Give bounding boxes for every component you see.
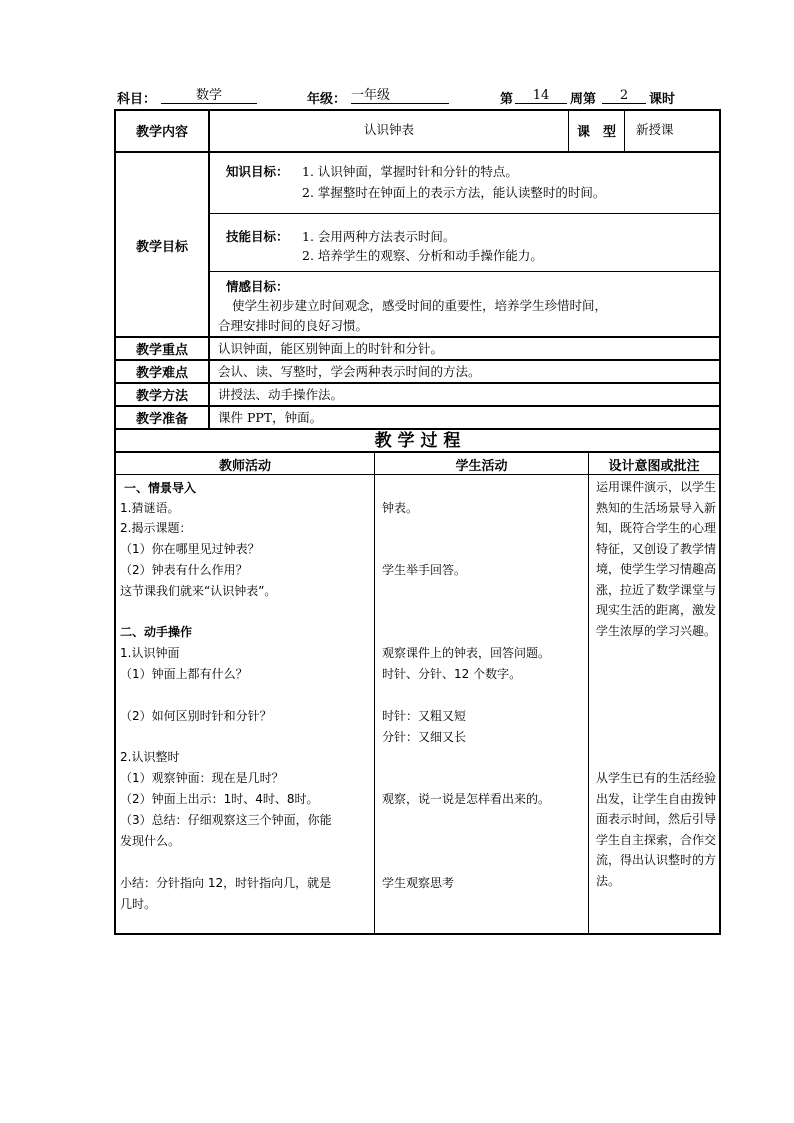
student-line: 学生观察思考: [382, 876, 455, 890]
knowledge-goal-2: 2. 掌握整时在钟面上的表示方法，能认读整时的时间。: [302, 185, 606, 200]
student-line: 观察课件上的钟表，回答问题。: [382, 646, 551, 660]
process-title: 教 学 过 程: [374, 431, 461, 451]
week-mid: 周第: [570, 92, 597, 107]
design-note-2: 从学生已有的生活经验出发，让学生自由拨钟面表示时间，然后引导学生自主探索，合作交流，得出认识整时的方法。: [596, 771, 717, 888]
grade-label: 年级：: [307, 92, 347, 107]
teacher-line: （2）如何区别时针和分针？: [120, 709, 272, 723]
design-column-header: 设计意图或批注: [608, 459, 700, 474]
document-header: [117, 88, 717, 106]
teacher-line: 1.猜谜语。: [120, 501, 180, 515]
skill-goal-2: 2. 培养学生的观察、分析和动手操作能力。: [302, 248, 543, 263]
teacher-line: 几时。: [120, 897, 157, 911]
teacher-line: 这节课我们就来“认识钟表”。: [120, 584, 277, 598]
section-1-title: 一、情景导入: [124, 481, 197, 495]
lesson-type-value: 新授课: [636, 122, 674, 137]
lesson-type-label: 课 型: [576, 125, 616, 140]
knowledge-goal-title: 知识目标：: [226, 164, 289, 179]
week-value: 14: [515, 88, 567, 104]
teacher-line: 1.认识钟面: [120, 646, 180, 660]
grade-value: 一年级: [351, 88, 449, 104]
skill-goal-1: 1. 会用两种方法表示时间。: [302, 229, 456, 244]
lesson-value: 2: [602, 88, 646, 104]
emotion-goal-2: 合理安排时间的良好习惯。: [218, 318, 369, 333]
difficulty-value: 会认、读、写整时，学会两种表示时间的方法。: [218, 364, 481, 379]
key-point-label: 教学重点: [135, 343, 188, 358]
student-line: 观察，说一说是怎样看出来的。: [382, 792, 551, 806]
knowledge-goal-1: 1. 认识钟面，掌握时针和分针的特点。: [302, 164, 518, 179]
subject-label: 科目：: [117, 92, 157, 107]
week-prefix: 第: [500, 92, 514, 107]
design-note-1: 运用课件演示，以学生熟知的生活场景导入新知，既符合学生的心理特征，又创设了教学情境，使学生学习情趣高涨，拉近了数学课堂与现实生活的距离，激发学生浓厚的学习兴趣。: [596, 480, 717, 638]
key-point-value: 认识钟面，能区别钟面上的时针和分针。: [218, 341, 444, 356]
subject-value: 数学: [161, 88, 257, 104]
teacher-line: （2）钟面上出示：1时、4时、8时。: [120, 792, 319, 806]
student-line: 学生举手回答。: [382, 563, 467, 577]
goals-label: 教学目标: [135, 240, 188, 255]
teacher-line: （1）你在哪里见过钟表？: [120, 542, 260, 556]
skill-goal-title: 技能目标：: [226, 229, 289, 244]
method-value: 讲授法、动手操作法。: [218, 387, 344, 402]
teacher-line: （3）总结：仔细观察这三个钟面，你能: [120, 813, 332, 827]
teacher-line: 2.认识整时: [120, 750, 180, 764]
difficulty-label: 教学难点: [135, 366, 188, 381]
teacher-line: 2.揭示课题：: [120, 521, 192, 535]
method-label: 教学方法: [135, 389, 188, 404]
teacher-line: 发现什么。: [120, 834, 181, 848]
student-line: 时针：又粗又短: [382, 709, 467, 723]
content-label: 教学内容: [135, 125, 188, 140]
content-value: 认识钟表: [363, 122, 414, 137]
emotion-goal-1: 使学生初步建立时间观念，感受时间的重要性，培养学生珍惜时间，: [232, 298, 608, 313]
student-line: 分针：又细又长: [382, 730, 467, 744]
teacher-line: （1）观察钟面：现在是几时？: [120, 771, 284, 785]
emotion-goal-title: 情感目标：: [226, 279, 289, 294]
teacher-line: （2）钟表有什么作用？: [120, 563, 248, 577]
student-column-header: 学生活动: [455, 459, 508, 474]
prep-label: 教学准备: [135, 412, 188, 427]
prep-value: 课件 PPT，钟面。: [218, 410, 323, 425]
teacher-line: （1）钟面上都有什么？: [120, 667, 248, 681]
section-2-title: 二、动手操作: [120, 625, 193, 639]
student-line: 时针、分针、12 个数字。: [382, 667, 522, 681]
teacher-line: 小结：分针指向 12，时针指向几，就是: [120, 876, 332, 890]
teacher-column-header: 教师活动: [218, 459, 271, 474]
lesson-suffix: 课时: [649, 92, 676, 107]
student-line: 钟表。: [382, 501, 419, 515]
